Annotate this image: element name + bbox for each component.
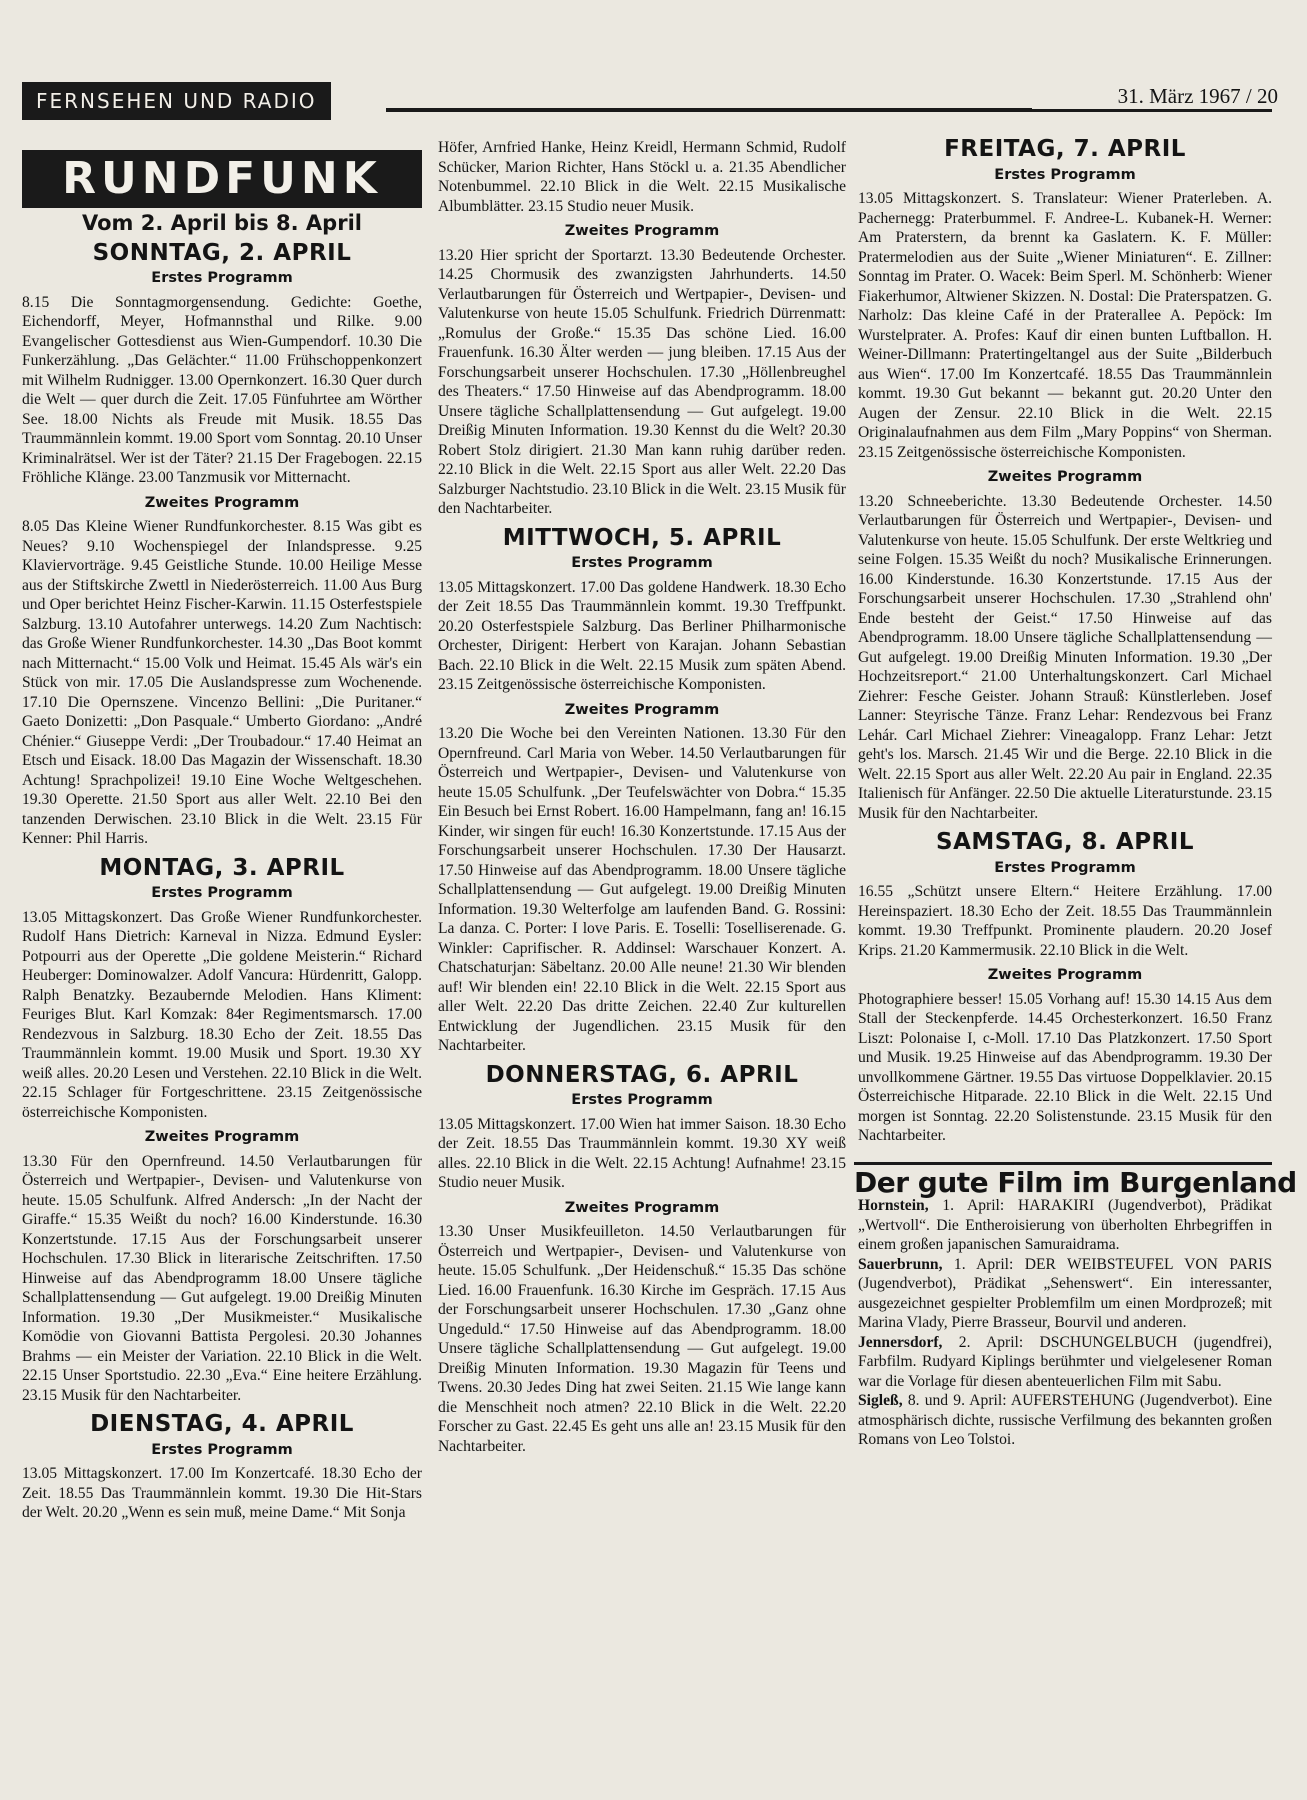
program-label: Erstes Programm (151, 270, 293, 286)
program-label: Erstes Programm (571, 555, 713, 571)
page-header (22, 82, 1278, 122)
program-label: Zweites Programm (987, 469, 1143, 485)
issue-date (1032, 84, 1278, 109)
date-separator: / (1245, 84, 1252, 108)
date-range: Vom 2. April bis 8. April (82, 211, 362, 235)
column-3 (854, 136, 1297, 1450)
day-heading-sonntag: SONNTAG, 2. APRIL (92, 239, 352, 266)
film-place: Hornstein, (858, 1197, 929, 1214)
program-text: Photographiere besser! 15.05 Vorhang auf! 15.30 14.15 Aus dem Stall der Steckenpferde. 14.45 Orchesterkonzert. 16.50 Franz Liszt: Polonaise I, c-Moll. 17.10 Das Platzkonzert. 17.50 Sport und Musik. 19.25 Hinweise auf das Abendprogramm. 19.30 Der unvollkommene Gärtner. 19.55 Das virtuose Doppelklavier. 20.15 Österreichische Hitparade. 22.10 Blick in die Welt. 22.15 Und morgen ist Sonntag. 22.20 Solistenstunde. 23.15 Musik für den Nachtarbeiter. (858, 990, 1272, 1144)
film-entry (858, 1255, 1272, 1333)
film-text: 1. April: DER WEIBSTEUFEL VON PARIS (Jugendverbot), Prädikat „Sehenswert“. Ein interessanter, ausgezeichnet gespielter Problemfilm um einen Mordprozeß; mit Marina Vlady, Pierre Brasseur, Bourvil und anderen. (858, 1255, 1273, 1331)
program-label: Zweites Programm (564, 1199, 720, 1216)
film-listings (858, 1196, 1272, 1450)
day-heading-mittwoch: MITTWOCH, 5. APRIL (502, 524, 782, 551)
program-text: 13.05 Mittagskonzert. S. Translateur: Wiener Praterleben. A. Pachernegg: Praterbummel. F. Andree-L. Kubanek-H. Werner: Am Praterstern, da brennt ka Gaslatern. K. F. Müller: Pratermelodien aus der Suite „Wiener Miniaturen“. E. Zillner: Sonntag im Prater. O. Wacek: Beim Sperl. M. Schönherb: Wiener Fiakerhumor, Altwiener Skizzen. N. Dostal: Die Praterspatzen. G. Narholz: Das kleine Café in der Praterallee A. Pepöck: Im Wurstelprater. A. Profes: Kauf dir einen bunten Luftballon. H. Weiner-Dillmann: Pratertingeltangel aus der Suite „Bilderbuch aus Wien“. 17.00 Im Konzertcafé. 18.55 Das Traummännlein kommt. 19.30 Gut bekannt — bekannt gut. 20.20 Unter den Augen der Zensur. 22.10 Blick in die Welt. 22.15 Originalaufnahmen aus dem Film „Mary Poppins“ von Sherman. 23.15 Zeitgenössische österreichische Komponisten. (858, 190, 1272, 461)
day-heading-montag: MONTAG, 3. APRIL (99, 854, 345, 881)
column-2 (438, 138, 846, 1456)
date-text: 31. März 1967 (1117, 84, 1241, 108)
program-text: 13.05 Mittagskonzert. Das Große Wiener Rundfunkorchester. Rudolf Hans Dietrich: Karneval in Nizza. Edmund Eysler: Potpourri aus der Operette „Die goldene Meisterin.“ Richard Heuberger: Dominowalzer. Adolf Vancura: Hürdenritt, Galopp. Ralph Benatzky. Bezaubernde Melodien. Hans Kliment: Feuriges Blut. Karl Komzak: 84er Regimentsmarsch. 17.00 Rendezvous in Salzburg. 18.30 Echo der Zeit. 18.55 Das Traummännlein kommt. 19.00 Musik und Sport. 19.30 XY weiß alles. 20.20 Lesen und Verstehen. 22.10 Blick in die Welt. 22.15 Schlager für Fortgeschrittene. 23.15 Zeitgenössische österreichische Komponisten. (22, 908, 422, 1121)
film-text: 1. April: HARAKIRI (Jugendverbot), Prädikat „Wertvoll“. Die Entheroisierung von überholten Ehrbegriffen in einem großen japanischen Samuraidrama. (858, 1197, 1272, 1253)
day-heading-dienstag: DIENSTAG, 4. APRIL (90, 1411, 354, 1437)
program-text: 13.30 Unser Musikfeuilleton. 14.50 Verlautbarungen für Österreich und Wertpapier-, Devisen- und Valutenkurse von heute. 15.05 Schulfunk. „Der Heidenschuß.“ 15.35 Das schöne Lied. 16.00 Frauenfunk. 16.30 Kirche im Gespräch. 17.15 Aus der Forschungsarbeit unserer Hochschulen. 17.30 „Ganz ohne Ungeduld.“ 17.50 Hinweise auf das Abendprogramm. 18.00 Unsere tägliche Schallplattensendung — Gut aufgelegt. 19.00 Dreißig Minuten Information. 19.30 Magazin für Teens und Twens. 20.30 Jedes Ding hat zwei Seiten. 21.15 Wie lange kann die Menschheit noch atmen? 22.10 Blick in die Welt. 22.20 Forscher zu Gast. 22.45 Es geht uns alle an! 23.15 Musik für den Nachtarbeiter. (438, 1223, 846, 1455)
program-label: Zweites Programm (144, 494, 300, 511)
film-entry (858, 1391, 1272, 1450)
day-heading-donnerstag: DONNERSTAG, 6. APRIL (485, 1061, 799, 1088)
program-text: 13.20 Die Woche bei den Vereinten Nationen. 13.30 Für den Opernfreund. Carl Maria von Weber. 14.50 Verlautbarungen für Österreich und Wertpapier-, Devisen- und Valutenkurse von heute 15.05 Schulfunk. „Der Teufelswächter von Dobra.“ 15.35 Ein Besuch bei Ernst Robert. 16.00 Hampelmann, fang an! 16.15 Kinder, wir singen für euch! 16.30 Konzertstunde. 17.15 Aus der Forschungsarbeit unserer Hochschulen. 17.30 Der Hausarzt. 17.50 Hinweise auf das Abendprogramm. 18.00 Unsere tägliche Schallplattensendung — Gut aufgelegt. 19.00 Dreißig Minuten Information. 19.30 Welterfolge am laufenden Band. G. Rossini: La danza. C. Porter: I love Paris. E. Toselli: Toselliserenade. G. Winkler: Caprifischer. R. Addinsel: Warschauer Konzert. A. Chatschaturjan: Säbeltanz. 20.00 Alle neune! 21.30 Wir blenden auf! Wir blenden ein! 22.10 Blick in die Welt. 22.15 Sport aus aller Welt. 22.20 Das dritte Zeichen. 22.40 Zur kulturellen Entwicklung der Jugendlichen. 23.15 Musik für den Nachtarbeiter. (438, 725, 846, 1054)
program-label: Erstes Programm (151, 885, 293, 901)
program-text: 8.15 Die Sonntagmorgensendung. Gedichte: Goethe, Eichendorff, Meyer, Hofmannsthal und Rilke. 9.00 Evangelischer Gottesdienst aus Wien-Gumpendorf. 10.30 Die Funkerzählung. „Das Gelächter.“ 11.00 Frühschoppenkonzert mit Wilhelm Rudnigger. 13.00 Opernkonzert. 16.30 Quer durch die Welt — quer durch die Zeit. 17.05 Fünfuhrtee am Wörther See. 18.00 Nichts als Freude mit Musik. 18.55 Das Traummännlein kommt. 19.00 Sport vom Sonntag. 20.10 Unser Kriminalrätsel. Wer ist der Täter? 21.15 Der Fragebogen. 22.15 Fröhliche Klänge. 23.00 Tanzmusik vor Mitternacht. (22, 293, 422, 486)
program-text: 13.05 Mittagskonzert. 17.00 Das goldene Handwerk. 18.30 Echo der Zeit 18.55 Das Traummännlein kommt. 19.30 Treffpunkt. 20.20 Osterfestspiele Salzburg. Das Berliner Philharmonische Orchester, Dirigent: Herbert von Karajan. Johann Sebastian Bach. 22.10 Blick in die Welt. 22.15 Musik zum späten Abend. 23.15 Zeitgenössische österreichische Komponisten. (438, 578, 846, 693)
day-heading-freitag: FREITAG, 7. APRIL (944, 136, 1186, 162)
program-label: Zweites Programm (564, 701, 720, 718)
program-label: Erstes Programm (994, 166, 1136, 183)
day-heading-samstag: SAMSTAG, 8. APRIL (936, 829, 1194, 855)
program-label: Erstes Programm (151, 1441, 293, 1458)
film-entry (858, 1333, 1272, 1392)
program-label: Zweites Programm (564, 223, 720, 239)
page-number: 20 (1257, 84, 1278, 108)
film-text: 8. und 9. April: AUFERSTEHUNG (Jugendverbot). Eine atmosphärisch dichte, russische Verfilmung des bekannten großen Romans von Leo Tolstoi. (858, 1392, 1272, 1448)
film-place: Sauerbrunn, (858, 1255, 943, 1273)
film-entry (858, 1196, 1272, 1255)
program-text: 13.30 Für den Opernfreund. 14.50 Verlautbarungen für Österreich und Wertpapier-, Devisen- und Valutenkurse von heute. 15.05 Schulfunk. Alfred Andersch: „In der Nacht der Giraffe.“ 15.35 Weißt du noch? 16.00 Kinderstunde. 16.30 Konzertstunde. 17.15 Aus der Forschungsarbeit unserer Hochschulen. 17.30 Blick in literarische Zeitschriften. 17.50 Hinweise auf das Abendprogramm 18.00 Unsere tägliche Schallplattensendung — Gut aufgelegt. 19.00 Dreißig Minuten Information. 19.30 „Der Musikmeister.“ Musikalische Komödie von Giovanni Battista Pergolesi. 20.30 Johannes Brahms — ein Meister der Variation. 22.10 Blick in die Welt. 22.15 Unser Sportstudio. 22.30 „Eva.“ Eine heitere Erzählung. 23.15 Musik für den Nachtarbeiter. (22, 1152, 422, 1404)
program-text-continued: Höfer, Arnfried Hanke, Heinz Kreidl, Hermann Schmid, Rudolf Schücker, Marion Richter, Hans Stöckl u. a. 21.35 Abendlicher Notenbummel. 22.10 Blick in die Welt. 22.15 Musikalische Albumblätter. 23.15 Studio neuer Musik. (438, 139, 846, 215)
section-label: FERNSEHEN UND RADIO (22, 82, 331, 120)
program-label: Zweites Programm (144, 1129, 300, 1145)
film-place: Jennersdorf, (858, 1333, 943, 1351)
program-label: Erstes Programm (994, 859, 1136, 876)
program-label: Erstes Programm (571, 1092, 713, 1108)
program-label: Zweites Programm (987, 967, 1143, 983)
film-text: 2. April: DSCHUNGELBUCH (jugendfrei), Farbfilm. Rudyard Kiplings berühmter und vielgelesener Roman war die Vorlage für diesen abenteuerlichen Film mit Sabu. (858, 1333, 1272, 1390)
program-text: 13.20 Hier spricht der Sportarzt. 13.30 Bedeutende Orchester. 14.25 Chormusik des zwanzigsten Jahrhunderts. 14.50 Verlautbarungen für Österreich und Wertpapier-, Devisen- und Valutenkurse von heute 15.05 Schulfunk. Friedrich Dürrenmatt: „Romulus der Große.“ 15.35 Das schöne Lied. 16.00 Frauenfunk. 16.30 Älter werden — jung bleiben. 17.15 Aus der Forschungsarbeit unserer Hochschulen. 17.30 „Höllenbreughel des Theaters.“ 17.50 Hinweise auf das Abendprogramm. 18.00 Unsere tägliche Schallplattensendung — Gut aufgelegt. 19.00 Dreißig Minuten Information. 19.30 Kennst du die Welt? 20.30 Robert Stolz dirigiert. 21.30 Man kann ruhig darüber reden. 22.10 Blick in die Welt. 22.15 Sport aus aller Welt. 22.20 Das Salzburger Nachtstudio. 23.10 Blick in die Welt. 23.15 Musik für den Nachtarbeiter. (438, 246, 846, 517)
program-text: 13.20 Schneeberichte. 13.30 Bedeutende Orchester. 14.50 Verlautbarungen für Österreich und Wertpapier-, Devisen- und Valutenkurse von heute. 15.05 Schulfunk. Der erste Weltkrieg und seine Folgen. 15.35 Weißt du noch? Musikalische Erinnerungen. 16.00 Kinderstunde. 16.30 Konzertstunde. 17.15 Aus der Forschungsarbeit unserer Hochschulen. 17.30 „Strahlend ohn' Ende besteht der Geist.“ 17.50 Hinweise auf das Abendprogramm. 18.00 Unsere tägliche Schallplattensendung — Gut aufgelegt. 19.00 Dreißig Minuten Information. 19.30 „Der Hochzeitsreport.“ 21.00 Unterhaltungskonzert. Carl Michael Ziehrer: Fesche Geister. Johann Strauß: Künstlerleben. Josef Lanner: Steyrische Tänze. Franz Lehar: Rendezvous bei Franz Lehár. Carl Michael Ziehrer: Vineagalopp. Franz Lehar: Jetzt geht's los. Marsch. 21.45 Wir und die Berge. 22.10 Blick in die Welt. 22.15 Sport aus aller Welt. 22.20 Au pair in England. 22.35 Italienisch für Anfänger. 22.50 Die aktuelle Literaturstunde. 23.15 Musik für den Nachtarbeiter. (858, 492, 1272, 822)
program-text: 13.05 Mittagskonzert. 17.00 Wien hat immer Saison. 18.30 Echo der Zeit. 18.55 Das Traummännlein kommt. 19.30 XY weiß alles. 22.10 Blick in die Welt. 22.15 Achtung! Aufnahme! 23.15 Studio neuer Musik. (438, 1115, 846, 1191)
program-text: 16.55 „Schützt unsere Eltern.“ Heitere Erzählung. 17.00 Hereinspaziert. 18.30 Echo der Zeit. 18.55 Das Traummännlein kommt. 19.30 Treffpunkt. Prominente plaudern. 20.20 Josef Krips. 21.20 Kammermusik. 22.10 Blick in die Welt. (858, 883, 1272, 959)
film-section-heading: Der gute Film im Burgenland (854, 1162, 1272, 1193)
rundfunk-banner: RUNDFUNK (22, 150, 422, 208)
film-place: Sigleß, (858, 1392, 903, 1409)
program-text: 8.05 Das Kleine Wiener Rundfunkorchester. 8.15 Was gibt es Neues? 9.10 Wochenspiegel der Inlandspresse. 9.25 Klaviervorträge. 9.45 Geistliche Stunde. 10.00 Heilige Messe aus der Stiftskirche Zwettl in Niederösterreich. 11.00 Aus Burg und Oper berichtet Heinz Fischer-Karwin. 11.15 Osterfestspiele Salzburg. 13.10 Autofahrer unterwegs. 14.20 Zum Nachtisch: das Große Wiener Rundfunkorchester. 14.30 „Das Boot kommt nach Mitternacht.“ 15.00 Volk und Heimat. 15.45 Als wär's ein Stück von mir. 17.05 Die Auslandspresse zum Wochenende. 17.10 Die Opernszene. Vincenzo Bellini: „Die Puritaner.“ Gaeto Donizetti: „Don Pasquale.“ Umberto Giordano: „André Chénier.“ Giuseppe Verdi: „Der Troubadour.“ 17.40 Heimat an Etsch und Eisack. 18.00 Das Magazin der Wissenschaft. 18.30 Achtung! Sprachpolizei! 19.10 Eine Woche Weltgeschehen. 19.30 Operette. 21.50 Sport aus aller Welt. 22.10 Bei den tanzenden Derwischen. 23.10 Blick in die Welt. 23.15 Für Kenner: Phil Harris. (22, 518, 422, 847)
program-text: 13.05 Mittagskonzert. 17.00 Im Konzertcafé. 18.30 Echo der Zeit. 18.55 Das Traummännlein kommt. 19.30 Die Hit-Stars der Welt. 20.20 „Wenn es sein muß, meine Dame.“ Mit Sonja (22, 1465, 422, 1521)
column-1 (22, 136, 422, 1523)
